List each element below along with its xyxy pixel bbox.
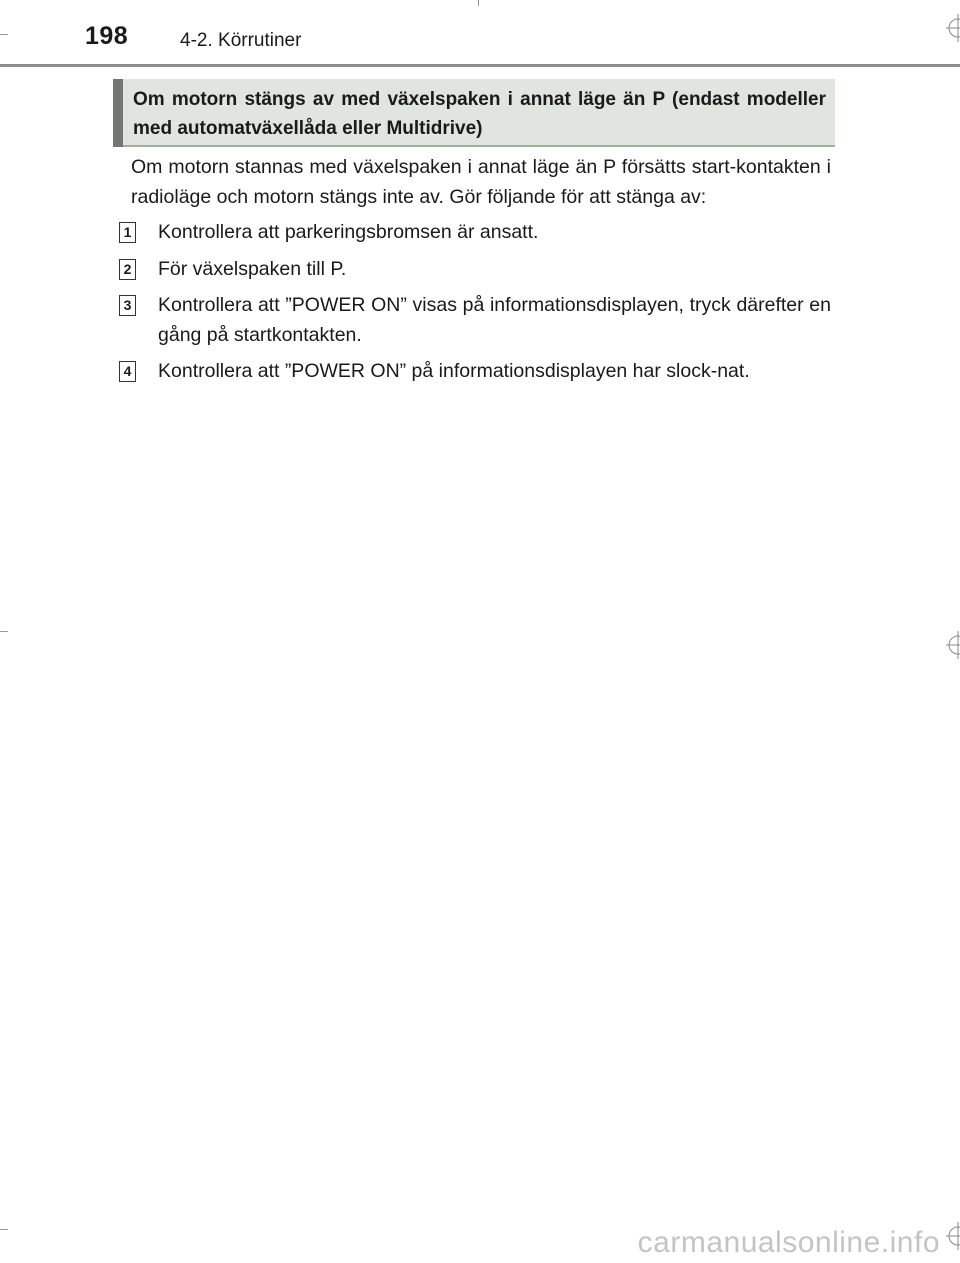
crop-mark-top-left: [0, 34, 8, 35]
step-number-badge: 4: [119, 361, 136, 382]
step-text: För växelspaken till P.: [158, 257, 347, 280]
registration-mark-right-middle: [944, 631, 960, 659]
callout-accent-bar: [113, 79, 123, 147]
callout-box: [113, 79, 835, 147]
step-text: Kontrollera att parkeringsbromsen är ansatt.: [158, 221, 539, 243]
step-text: Kontrollera att ”POWER ON” visas på informationsdisplayen, tryck därefter en gång på startkontakten.: [158, 294, 831, 346]
page-header: [0, 0, 960, 70]
watermark: carmanualsonline.info: [637, 1226, 940, 1259]
step-number-badge: 3: [119, 295, 136, 316]
step-list: [123, 218, 831, 387]
registration-mark-top-right: [944, 14, 960, 42]
step-item: [123, 218, 831, 248]
registration-mark-bottom-right: [944, 1222, 960, 1250]
step-item: [123, 255, 831, 285]
intro-paragraph: Om motorn stannas med växelspaken i annat läge än P försätts start-kontakten i radioläge och motorn stängs inte av. Gör följande för att stänga av:: [131, 156, 831, 208]
step-number-badge: 1: [119, 222, 136, 243]
crop-mark-top: [478, 0, 479, 6]
step-number-badge: 2: [119, 259, 136, 280]
step-item: [123, 291, 831, 350]
step-text: Kontrollera att ”POWER ON” på informationsdisplayen har slock-nat.: [158, 360, 750, 382]
body-content: [123, 153, 831, 394]
callout-title: Om motorn stängs av med växelspaken i annat läge än P (endast modeller med automatväxellåda eller Multidrive): [133, 89, 826, 139]
header-rule: [0, 64, 960, 67]
step-item: [123, 357, 831, 387]
page-number: 198: [85, 22, 129, 50]
crop-mark-left-middle: [0, 631, 8, 632]
section-title: 4-2. Körrutiner: [180, 30, 302, 51]
